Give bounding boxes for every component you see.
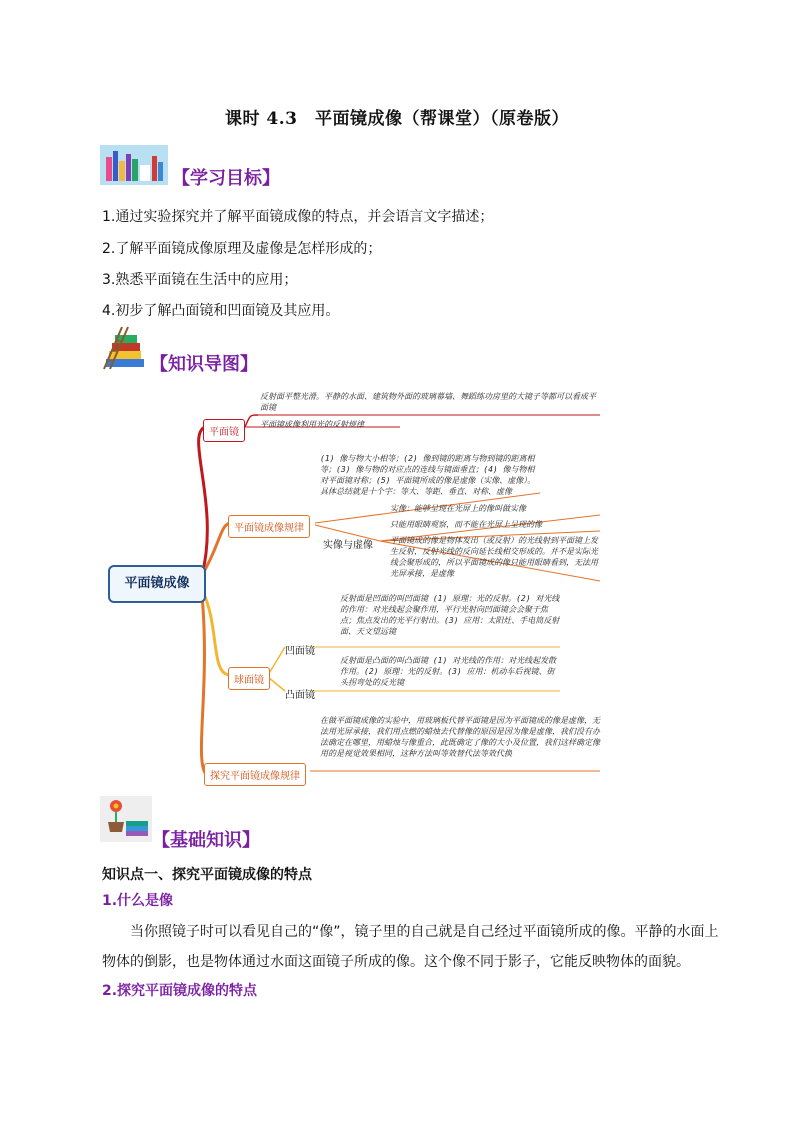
page-title: 课时 4.3 平面镜成像（帮课堂）（原卷版） <box>225 109 569 129</box>
mindmap-branch-plane: 平面镜 <box>203 419 245 442</box>
section-title-basics: 【基础知识】 <box>152 830 260 851</box>
objective-item: 4.初步了解凸面镜和凹面镜及其应用。 <box>102 303 340 319</box>
mindmap-text-plane-1: 反射面平整光滑。平静的水面、建筑物外面的玻璃幕墙、舞蹈练功房里的大镜子等都可以看成平面镜 <box>260 392 596 412</box>
paragraph-what-is-image: 当你照镜子时可以看见自己的“像”，镜子里的自己就是自己经过平面镜所成的像。平静的水面上物体的倒影，也是物体通过水面这面镜子所成的像。这个像不同于影子，它能反映物体的面貌。 <box>102 924 719 970</box>
mindmap-text-explore: 在做平面镜成像的实验中，用玻璃板代替平面镜是因为平面镜成的像是虚像，无法用光屏承接，我们用点燃的蜡烛去代替像的原因是因为像是虚像，我们没有办法确定在哪里，用蜡烛与像重合，此既确定了像的大小及位置，我们这样确定像用的是视觉效果相同，这种方法叫等效替代法等效代换 <box>320 716 600 758</box>
section-title-mindmap: 【知识导图】 <box>150 354 258 375</box>
subheading-explore-features: 2.探究平面镜成像的特点 <box>102 983 258 999</box>
mindmap-sub-convex: 凸面镜 <box>285 690 315 701</box>
subheading-what-is-image: 1.什么是像 <box>102 893 174 909</box>
knowledge-point-heading: 知识点一、探究平面镜成像的特点 <box>102 867 312 883</box>
mindmap-text-concave: 反射面是凹面的叫凹面镜 (1) 原理：光的反射。(2) 对光线的作用：对光线起会聚作用，平行光射向凹面镜会会聚于焦点；焦点发出的光平行射出。(3) 应用：太阳灶、手电筒反射面、天文望远镜 <box>340 594 560 636</box>
mindmap-branch-rules: 平面镜成像规律 <box>228 515 310 538</box>
mindmap-branch-explore: 探究平面镜成像规律 <box>204 763 306 786</box>
mindmap-text-virtual: 只能用眼睛观察，而不能在光屏上呈现的像 <box>390 520 542 529</box>
mindmap-text-rules: (1) 像与物大小相等；(2) 像到镜的距离与物到镜的距离相等；(3) 像与物的对应点的连线与镜面垂直；(4) 像与物相对平面镜对称；(5) 平面镜所成的像是虚像（实像、虚像）。具体总结就是十个字：等大、等距、垂直、对称、虚像 <box>320 454 536 496</box>
mindmap-center-node: 平面镜成像 <box>108 565 206 603</box>
books-illustration-icon <box>100 145 168 185</box>
mindmap-text-real: 实像：能够呈现在光屏上的像叫做实像 <box>390 504 526 513</box>
mindmap-sub-real-virtual: 实像与虚像 <box>323 540 373 551</box>
mindmap-branch-sphere: 球面镜 <box>228 667 270 690</box>
mindmap-text-plane-2: 平面镜成像利用光的反射规律 <box>260 420 364 429</box>
book-stack-ladder-icon <box>100 325 152 373</box>
mindmap-text-virtual-2: 平面镜成的像是物体发出（或反射）的光线射到平面镜上发生反射，反射光线的反向延长线相交形成的。并不是实际光线会聚形成的，所以平面镜成的像只能用眼睛看到，无法用光屏承接，是虚像 <box>390 536 598 578</box>
objective-item: 3.熟悉平面镜在生活中的应用； <box>102 272 298 288</box>
knowledge-mindmap <box>100 385 700 785</box>
objective-item: 2.了解平面镜成像原理及虚像是怎样形成的； <box>102 241 382 257</box>
section-title-objectives: 【学习目标】 <box>172 168 280 189</box>
flower-pot-books-icon <box>100 796 152 842</box>
mindmap-text-convex: 反射面是凸面的叫凸面镜 (1) 对光线的作用：对光线起发散作用。(2) 原理：光的反射。(3) 应用：机动车后视镜、街头拐弯处的反光镜 <box>340 656 557 687</box>
mindmap-sub-concave: 凹面镜 <box>285 646 315 657</box>
objective-item: 1.通过实验探究并了解平面镜成像的特点，并会语言文字描述； <box>102 209 494 225</box>
